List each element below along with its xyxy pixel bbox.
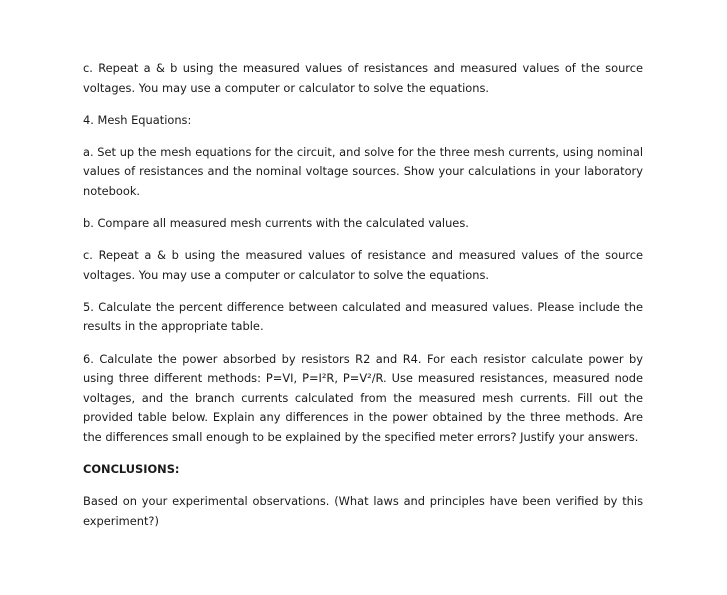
step-5-paragraph: 5. Calculate the percent difference between calculated and measured values. Please include the results in the appropriate table. (83, 299, 643, 334)
step-6-paragraph: 6. Calculate the power absorbed by resistors R2 and R4. For each resistor calculate power by using three different methods: P=VI, P=I²R, P=V²/R. Use measured resistances, measured node voltages, and the branch currents calculated from the measured mesh currents. Fill out the provided table below. Explain any differences in the power obtained by the three methods. Are the differences small enough to be explained by the specified meter errors? Justify your answers. (83, 351, 643, 444)
mesh-equations-heading: 4. Mesh Equations: (83, 112, 192, 127)
document-page (83, 59, 643, 544)
step-3c-paragraph: c. Repeat a & b using the measured values of resistances and measured values of the source voltages. You may use a computer or calculator to solve the equations. (83, 61, 643, 95)
conclusions-heading: CONCLUSIONS: (83, 462, 180, 476)
conclusions-paragraph: Based on your experimental observations. (What laws and principles have been verified by this experiment?) (83, 494, 643, 528)
step-4c-paragraph: c. Repeat a & b using the measured values of resistance and measured values of the source voltages. You may use a computer or calculator to solve the equations. (83, 248, 643, 282)
step-4b-paragraph: b. Compare all measured mesh currents with the calculated values. (83, 216, 469, 231)
step-4a-paragraph: a. Set up the mesh equations for the circuit, and solve for the three mesh currents, using nominal values of resistances and the nominal voltage sources. Show your calculations in your laboratory notebook. (83, 144, 643, 198)
